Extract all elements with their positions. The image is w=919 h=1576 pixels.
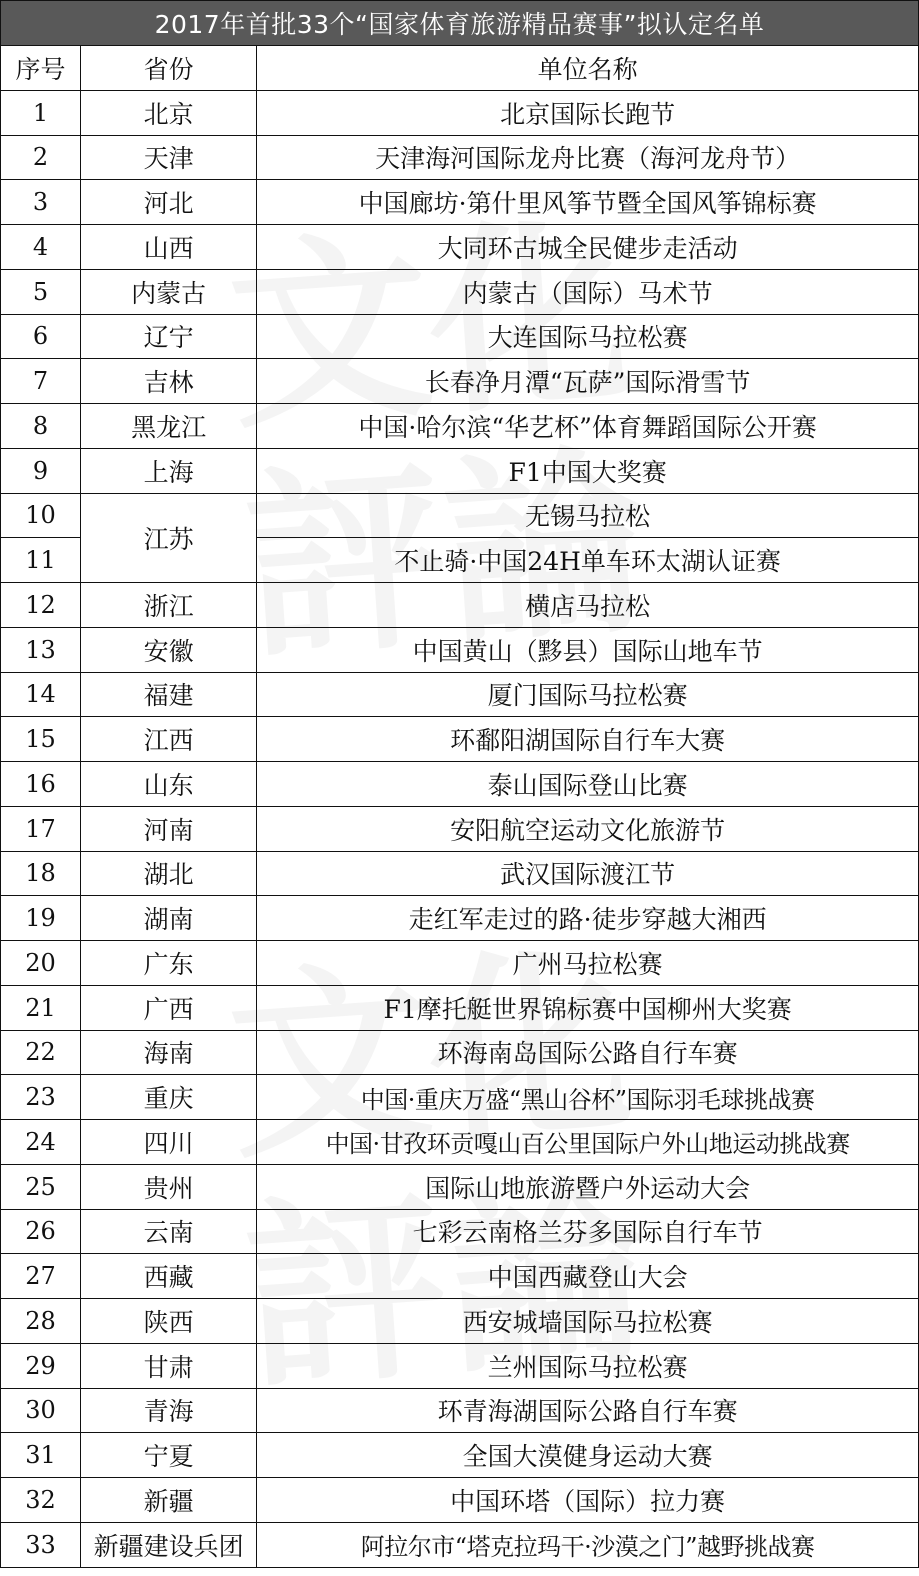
row-province: 天津	[81, 135, 257, 180]
table-row	[1, 1478, 919, 1523]
row-province: 广西	[81, 985, 257, 1030]
row-event-name: 阿拉尔市“塔克拉玛干·沙漠之门”越野挑战赛	[257, 1522, 919, 1567]
row-event-name: 国际山地旅游暨户外运动大会	[257, 1164, 919, 1209]
table-row	[1, 627, 919, 672]
table-body	[1, 90, 919, 1567]
row-province: 湖南	[81, 896, 257, 941]
row-event-name: 七彩云南格兰芬多国际自行车节	[257, 1209, 919, 1254]
row-province: 山西	[81, 225, 257, 270]
row-province: 湖北	[81, 851, 257, 896]
row-province: 江西	[81, 717, 257, 762]
row-event-name: 中国·哈尔滨“华艺杯”体育舞蹈国际公开赛	[257, 404, 919, 449]
table-row	[1, 180, 919, 225]
table-title: 2017年首批33个“国家体育旅游精品赛事”拟认定名单	[1, 1, 919, 46]
row-event-name: 广州马拉松赛	[257, 941, 919, 986]
row-event-name: 长春净月潭“瓦萨”国际滑雪节	[257, 359, 919, 404]
row-number: 31	[1, 1433, 81, 1478]
table-row	[1, 448, 919, 493]
row-province: 青海	[81, 1388, 257, 1433]
table-row	[1, 314, 919, 359]
row-number: 30	[1, 1388, 81, 1433]
row-province: 吉林	[81, 359, 257, 404]
row-event-name: 北京国际长跑节	[257, 90, 919, 135]
table-row	[1, 1343, 919, 1388]
table-row	[1, 762, 919, 807]
table-row	[1, 941, 919, 986]
table-row	[1, 359, 919, 404]
table-row	[1, 1075, 919, 1120]
row-event-name: 武汉国际渡江节	[257, 851, 919, 896]
row-number: 1	[1, 90, 81, 135]
table-row	[1, 985, 919, 1030]
row-event-name: 安阳航空运动文化旅游节	[257, 806, 919, 851]
row-event-name: 不止骑·中国24H单车环太湖认证赛	[257, 538, 919, 583]
row-event-name: 中国黄山（黟县）国际山地车节	[257, 627, 919, 672]
header-event-name: 单位名称	[257, 46, 919, 91]
row-event-name: 西安城墙国际马拉松赛	[257, 1299, 919, 1344]
row-event-name: F1中国大奖赛	[257, 448, 919, 493]
table-row	[1, 806, 919, 851]
row-province: 甘肃	[81, 1343, 257, 1388]
row-event-name: 环鄱阳湖国际自行车大赛	[257, 717, 919, 762]
row-province: 重庆	[81, 1075, 257, 1120]
row-event-name: 中国西藏登山大会	[257, 1254, 919, 1299]
row-province: 安徽	[81, 627, 257, 672]
row-number: 27	[1, 1254, 81, 1299]
header-province: 省份	[81, 46, 257, 91]
row-province: 四川	[81, 1120, 257, 1165]
row-province: 北京	[81, 90, 257, 135]
row-province: 陕西	[81, 1299, 257, 1344]
row-province: 新疆	[81, 1478, 257, 1523]
table-row	[1, 269, 919, 314]
table-row	[1, 672, 919, 717]
table-row	[1, 896, 919, 941]
row-number: 33	[1, 1522, 81, 1567]
row-event-name: 横店马拉松	[257, 583, 919, 628]
row-province: 西藏	[81, 1254, 257, 1299]
row-number: 28	[1, 1299, 81, 1344]
table-row	[1, 1522, 919, 1567]
row-number: 14	[1, 672, 81, 717]
row-event-name: 中国·甘孜环贡嘎山百公里国际户外山地运动挑战赛	[257, 1120, 919, 1165]
row-event-name: 环海南岛国际公路自行车赛	[257, 1030, 919, 1075]
row-number: 4	[1, 225, 81, 270]
row-event-name: 天津海河国际龙舟比赛（海河龙舟节）	[257, 135, 919, 180]
table-row	[1, 717, 919, 762]
row-number: 26	[1, 1209, 81, 1254]
table-row	[1, 1254, 919, 1299]
table-row	[1, 1299, 919, 1344]
table-row	[1, 404, 919, 449]
row-province: 河北	[81, 180, 257, 225]
row-province: 宁夏	[81, 1433, 257, 1478]
row-event-name: 中国环塔（国际）拉力赛	[257, 1478, 919, 1523]
row-number: 23	[1, 1075, 81, 1120]
row-event-name: 内蒙古（国际）马术节	[257, 269, 919, 314]
row-event-name: 环青海湖国际公路自行车赛	[257, 1388, 919, 1433]
row-event-name: 全国大漠健身运动大赛	[257, 1433, 919, 1478]
row-number: 6	[1, 314, 81, 359]
row-province: 云南	[81, 1209, 257, 1254]
row-number: 25	[1, 1164, 81, 1209]
row-number: 17	[1, 806, 81, 851]
row-number: 24	[1, 1120, 81, 1165]
row-number: 32	[1, 1478, 81, 1523]
row-province: 河南	[81, 806, 257, 851]
row-province: 辽宁	[81, 314, 257, 359]
row-number: 2	[1, 135, 81, 180]
row-event-name: F1摩托艇世界锦标赛中国柳州大奖赛	[257, 985, 919, 1030]
row-province: 内蒙古	[81, 269, 257, 314]
row-number: 16	[1, 762, 81, 807]
row-number: 19	[1, 896, 81, 941]
row-number: 10	[1, 493, 81, 538]
row-event-name: 大同环古城全民健步走活动	[257, 225, 919, 270]
table-row	[1, 1388, 919, 1433]
table-row	[1, 1164, 919, 1209]
row-province: 新疆建设兵团	[81, 1522, 257, 1567]
row-number: 7	[1, 359, 81, 404]
row-number: 8	[1, 404, 81, 449]
table-row	[1, 135, 919, 180]
row-province: 上海	[81, 448, 257, 493]
row-event-name: 兰州国际马拉松赛	[257, 1343, 919, 1388]
row-number: 11	[1, 538, 81, 583]
table-header-row	[1, 46, 919, 91]
row-number: 21	[1, 985, 81, 1030]
row-event-name: 走红军走过的路·徒步穿越大湘西	[257, 896, 919, 941]
row-number: 20	[1, 941, 81, 986]
table-row	[1, 225, 919, 270]
row-number: 15	[1, 717, 81, 762]
row-number: 12	[1, 583, 81, 628]
row-province: 广东	[81, 941, 257, 986]
row-province: 黑龙江	[81, 404, 257, 449]
row-province: 江苏	[81, 493, 257, 583]
table-row	[1, 1433, 919, 1478]
header-number: 序号	[1, 46, 81, 91]
row-province: 浙江	[81, 583, 257, 628]
row-event-name: 中国廊坊·第什里风筝节暨全国风筝锦标赛	[257, 180, 919, 225]
row-province: 海南	[81, 1030, 257, 1075]
row-event-name: 中国·重庆万盛“黑山谷杯”国际羽毛球挑战赛	[257, 1075, 919, 1120]
row-province: 贵州	[81, 1164, 257, 1209]
row-event-name: 大连国际马拉松赛	[257, 314, 919, 359]
row-number: 22	[1, 1030, 81, 1075]
table-row	[1, 493, 919, 538]
row-province: 山东	[81, 762, 257, 807]
table-row	[1, 1030, 919, 1075]
row-number: 29	[1, 1343, 81, 1388]
table-row	[1, 1120, 919, 1165]
table-row	[1, 1209, 919, 1254]
table-row	[1, 90, 919, 135]
row-number: 13	[1, 627, 81, 672]
row-number: 18	[1, 851, 81, 896]
row-province: 福建	[81, 672, 257, 717]
row-event-name: 厦门国际马拉松赛	[257, 672, 919, 717]
table-row	[1, 851, 919, 896]
row-number: 9	[1, 448, 81, 493]
row-number: 3	[1, 180, 81, 225]
row-event-name: 泰山国际登山比赛	[257, 762, 919, 807]
row-event-name: 无锡马拉松	[257, 493, 919, 538]
row-number: 5	[1, 269, 81, 314]
table-row	[1, 583, 919, 628]
